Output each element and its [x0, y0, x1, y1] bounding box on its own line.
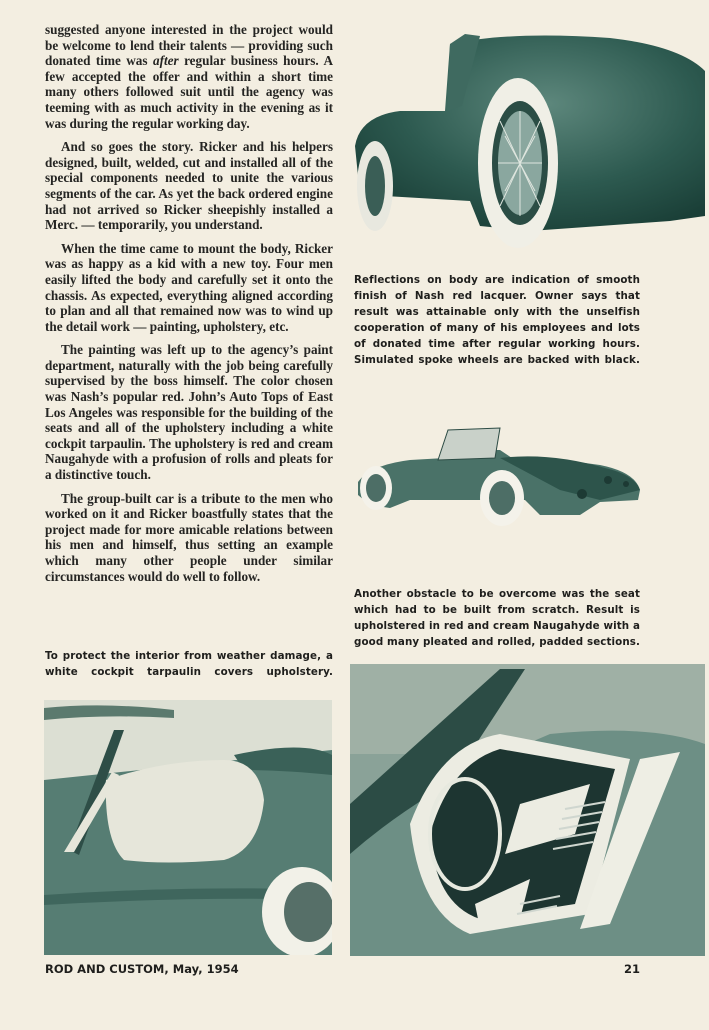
page-number: 21	[624, 962, 641, 976]
paragraph-5: The group-built car is a tribute to the men who worked on it and Ricker boastfully states that the project made for more amicable relations between his men and himself, thus setting an example which many other people under similar circumstances would do well to follow.	[45, 490, 333, 584]
photo-tarpaulin	[44, 700, 332, 955]
paragraph-1: suggested anyone interested in the project would be welcome to lend their talents — providing such donated time was after regular business hours. A few accepted the offer and within a short time many others followed suit until the agency was teeming with as much activity in the evening as it was during the regular working day.	[45, 22, 333, 131]
footer-publication: ROD AND CUSTOM, May, 1954	[45, 962, 239, 976]
emphasis-after: after	[152, 53, 179, 69]
photo-cockpit-interior	[350, 664, 705, 956]
caption-tarpaulin: To protect the interior from weather damage, a white cockpit tarpaulin covers upholstery.	[45, 650, 333, 678]
article-body	[45, 22, 333, 584]
caption-side-view: Another obstacle to be overcome was the seat which had to be built from scratch. Result is upholstered in red and cream Naugahyde with a good many pleated and rolled, padded sections.	[354, 588, 640, 648]
caption-rear-fender: Reflections on body are indication of smooth finish of Nash red lacquer. Owner says that result was attainable only with the unselfish cooperation of many of his employees and lots of donated time after regular working hours. Simulated spoke wheels are backed with black.	[354, 274, 640, 366]
paragraph-3: When the time came to mount the body, Ricker was as happy as a kid with a new toy. Four men easily lifted the body and carefully set it onto the chassis. As expected, everything aligned according to plan and all that remained now was to wind up the detail work — painting, upholstery, etc.	[45, 240, 333, 334]
photo-rear-fender	[350, 26, 705, 248]
paragraph-4: The painting was left up to the agency’s paint department, naturally with the job being carefully supervised by the boss himself. The color chosen was Nash’s popular red. John’s Auto Tops of East Los Angeles was responsible for the building of the seats and all of the upholstery including a white cockpit tarpaulin. The upholstery is red and cream Naugahyde with a profusion of rolls and pleats for a distinctive touch.	[45, 342, 333, 483]
paragraph-2: And so goes the story. Ricker and his helpers designed, built, welded, cut and installed all of the special components needed to unite the various segments of the car. As yet the back ordered engine had not arrived so Ricker sheepishly installed a Merc. — temporarily, you understand.	[45, 139, 333, 233]
photo-side-view	[350, 420, 645, 535]
